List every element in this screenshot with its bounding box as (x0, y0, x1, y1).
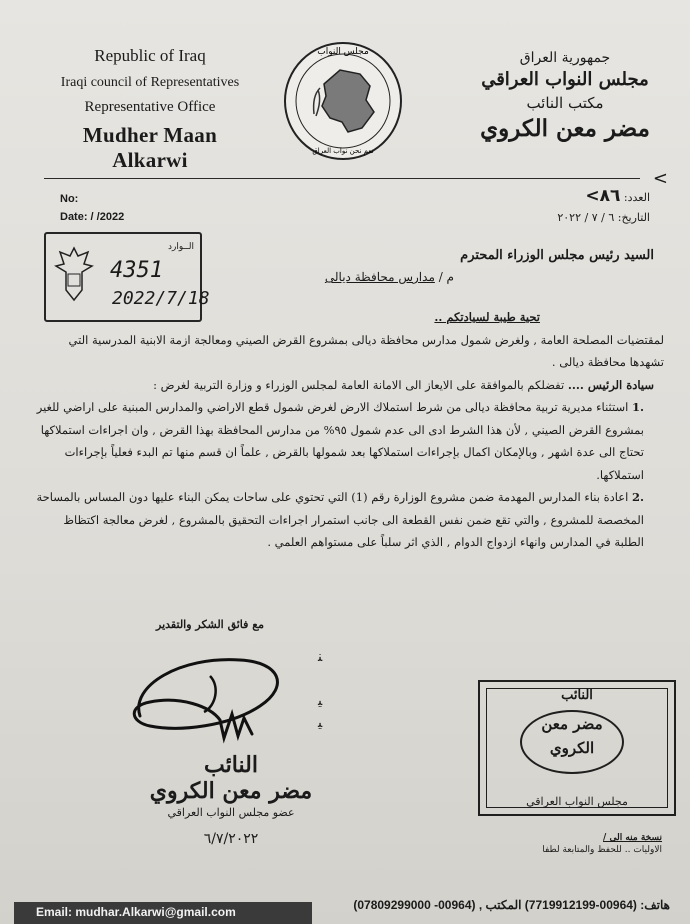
letterhead-ar-office: مكتب النائب (526, 94, 604, 112)
letterhead-council: Iraqi council of Representatives (60, 75, 240, 90)
subject-text: مدارس محافظة ديالى (324, 270, 435, 284)
logo-bottom-text: نعم نحن نواب العراق (312, 147, 374, 155)
seal-bottom: مجلس النواب العراقي (526, 795, 628, 808)
signature-block (146, 752, 316, 847)
letterhead-country: Republic of Iraq (94, 46, 206, 65)
letterhead-ar-council: مجلس النواب العراقي (481, 69, 649, 90)
item-2-number: .2 (631, 490, 644, 504)
reference-arabic (450, 186, 650, 228)
footer-phones: هاتف: (00964-7719912199) المكتب , (00964- 07809299000) (353, 898, 670, 912)
subject-line (325, 270, 454, 284)
seal-name-line2: الكروي (549, 739, 595, 757)
header-divider (44, 178, 640, 179)
reference-english (60, 190, 124, 226)
arabic-letterhead (460, 50, 670, 142)
seal-oval (520, 710, 624, 774)
number-label-ar: العدد: (623, 191, 650, 204)
copy-to (542, 832, 662, 856)
seal-top: النائب (561, 688, 593, 703)
incoming-number: 4351 (110, 258, 163, 283)
subject-prefix: م / (438, 270, 454, 284)
copy-to-line: الاوليات .. للحفظ والمتابعة لطفا (542, 845, 662, 855)
margin-marks: ﻨ ﻴ ﻴ (318, 649, 323, 731)
signature-name: مضر معن الكروي (149, 778, 313, 804)
letterhead-office: Representative Office (84, 99, 216, 115)
greeting: تحية طيبة لسيادتكم .. (434, 310, 540, 324)
number-value-ar: ٨٦> (585, 186, 621, 206)
paragraph-2: تفضلكم بالموافقة على الايعاز الى الامانة العامة لمجلس الوزراء و وزارة التربية لغرض : (153, 377, 565, 392)
office-seal (478, 680, 676, 816)
incoming-date: 2022/7/18 (112, 288, 210, 309)
footer (14, 896, 674, 924)
date-label-ar: التاريخ: (617, 211, 650, 224)
letterhead-ar-country: جمهورية العراق (519, 50, 611, 66)
incoming-label: الــوارد (167, 242, 194, 252)
closing-line: مع فائق الشكر والتقدير (156, 618, 264, 631)
paragraph-2-lead: سيادة الرئيس .... (567, 377, 654, 392)
handwritten-signature (120, 646, 300, 752)
seal-name-line1: مضر معن (541, 715, 603, 733)
letterhead-ar-name: مضر معن الكروي (480, 115, 650, 142)
date-label-en: Date: / /2022 (60, 211, 125, 223)
paragraph-1: لمقتضيات المصلحة العامة , ولغرض شمول مدارس محافظة ديالى بمشروع القرض الصيني ومعالجة ازمة الابنية المدرسية التي تشهدها محافظة ديالى . (68, 332, 664, 369)
letter-body (36, 306, 664, 554)
logo-top-text: مجلس النواب (317, 47, 369, 57)
eagle-emblem-icon (52, 242, 96, 310)
letterhead-name: Mudher Maan Alkarwi (82, 123, 218, 172)
signature-title: النائب (204, 752, 258, 778)
signature-role: عضو مجلس النواب العراقي (167, 806, 295, 819)
item-2-text: اعادة بناء المدارس المهدمة ضمن مشروع الوزارة رقم (1) التي تحتوي على ساحات يمكن البناء عليها دون المساس بالمساحة المخصصة للمشروع , والتي تقع ضمن نفس القطعة الى جانب استمرار اجراءات التحقيق بالمشروع , لغرض معالجة اكتظاظ الطلبة في المدارس وانهاء ازدواج الدوام , الذي اثر سلباً على مستواهم العلمي . (36, 490, 644, 549)
addressee: السيد رئيس مجلس الوزراء المحترم (460, 248, 654, 263)
parliament-logo (282, 40, 404, 162)
footer-email: Email: mudhar.Alkarwi@gmail.com (36, 905, 236, 919)
item-1-number: .1 (631, 400, 644, 414)
number-label-en: No: (60, 193, 79, 205)
copy-to-title: نسخة منه الى / (603, 833, 662, 843)
item-1-text: استثناء مديرية تربية محافظة ديالى من شرط استملاك الارض لغرض شمول قطع الاراضي والمدارس المبنية على اراضي للغير بمشروع القرض الصيني , لأن هذا الشرط ادى الى عدم شمول ٩٥% من مدارس المحافظة بهذا القرض , وان اجراءات استملاكها تحتاج الى عدة اشهر , وبالإمكان اكمال بإجراءات استملاكها بعد شمولها بالقرض , علماً ان قسم منها تم البدء فعلياً بإجراءات استملاكها. (36, 400, 644, 482)
english-letterhead (50, 44, 250, 173)
signature-date: ٦/٧/٢٠٢٢ (203, 831, 259, 847)
date-value-ar: ٦ / ٧ / ٢٠٢٢ (557, 211, 615, 224)
corner-chevron-icon: < (652, 168, 668, 189)
